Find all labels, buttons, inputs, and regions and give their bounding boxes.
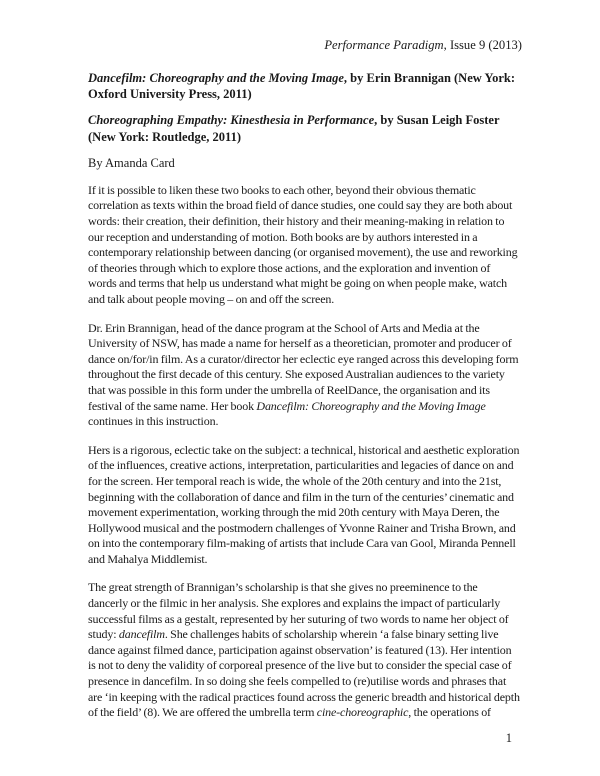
text-span: continues in this instruction. xyxy=(88,414,219,429)
term-italic: cine-choreographic xyxy=(316,705,409,720)
journal-name: Performance Paradigm xyxy=(324,38,444,52)
text-span: Dr. Erin Brannigan, head of the dance program at the School of Arts and Media at the University of NSW, has made a name for herself as a theoretician, promoter and producer of dance on/for/in film. As a curator/director her eclectic eye ranged across this developing form throughout the first decade of this century. She exposed Australian audiences to the variety that was possible in this form under the umbrella of ReelDance, the organisation and its festival of the same name. Her book xyxy=(88,320,519,413)
paragraph-4 xyxy=(88,580,520,720)
paragraph-2 xyxy=(88,321,520,430)
book-title-italic: Dancefilm: Choreography and the Moving Image xyxy=(256,398,486,413)
term-italic: dancefilm xyxy=(118,627,165,642)
paragraph-1: If it is possible to liken these two books to each other, beyond their obvious thematic correlation as texts within the broad field of dance studies, one could say they are both about words: their creation, their definition, their history and their meaning-making in relation to our reception and understanding of motion. Both books are by authors interested in a contemporary relationship between dancing (or organised movement), the use and reworking of theories through which to explore those actions, and the exploration and invention of words and terms that help us understand what might be going on when people make, watch and talk about people moving – on and off the screen. xyxy=(88,182,518,306)
book-citation-1 xyxy=(88,70,520,102)
text-span: . She challenges habits of scholarship wherein ‘a false binary setting live dance against filmed dance, participation against observation’ is featured (13). Her intention is not to deny the validity of corporeal presence of the live but to consider the special case of presence in dancefilm. In so doing she feels compelled to (re)utilise words and phrases that are ‘in keeping with the radical practices found across the generic breadth and historical depth of the field’ (8). We are offered the umbrella term xyxy=(88,627,520,720)
paragraph-3: Hers is a rigorous, eclectic take on the subject: a technical, historical and aesthetic exploration of the influences, creative actions, interpretation, particularities and legacies of dance on and for the screen. Her temporal reach is wide, the whole of the 20th century and into the 21st, beginning with the collaboration of dance and film in the turn of the centuries’ cinematic and movement experimentation, working through the mid 20th century with Maya Deren, the Hollywood musical and the postmodern challenges of Yvonne Rainer and Trisha Brown, and on into the contemporary film-making of artists that include Cara van Gool, Miranda Pennell and Mahalya Middlemist. xyxy=(88,442,520,566)
text-span: The great strength of Brannigan’s scholarship is that she gives no preeminence to the dancerly or the filmic in her analysis. She explores and explains the impact of particularly successful films as a gestalt, represented by her suturing of two words to name her object of study: xyxy=(88,580,509,642)
issue-info: , Issue 9 (2013) xyxy=(443,38,522,52)
author-byline: By Amanda Card xyxy=(88,155,175,170)
book-title: Choreographing Empathy: Kinesthesia in Performance xyxy=(88,113,375,128)
book-details: , by Erin Brannigan (New York: Oxford University Press, 2011) xyxy=(88,71,516,102)
book-title: Dancefilm: Choreography and the Moving Image xyxy=(88,71,344,85)
text-span: , the operations of xyxy=(408,705,491,720)
page-number: 1 xyxy=(505,731,512,745)
running-header xyxy=(324,38,522,53)
article-body xyxy=(88,70,520,734)
book-details: , by Susan Leigh Foster (New York: Routledge, 2011) xyxy=(88,113,500,144)
book-citation-2 xyxy=(88,112,520,144)
